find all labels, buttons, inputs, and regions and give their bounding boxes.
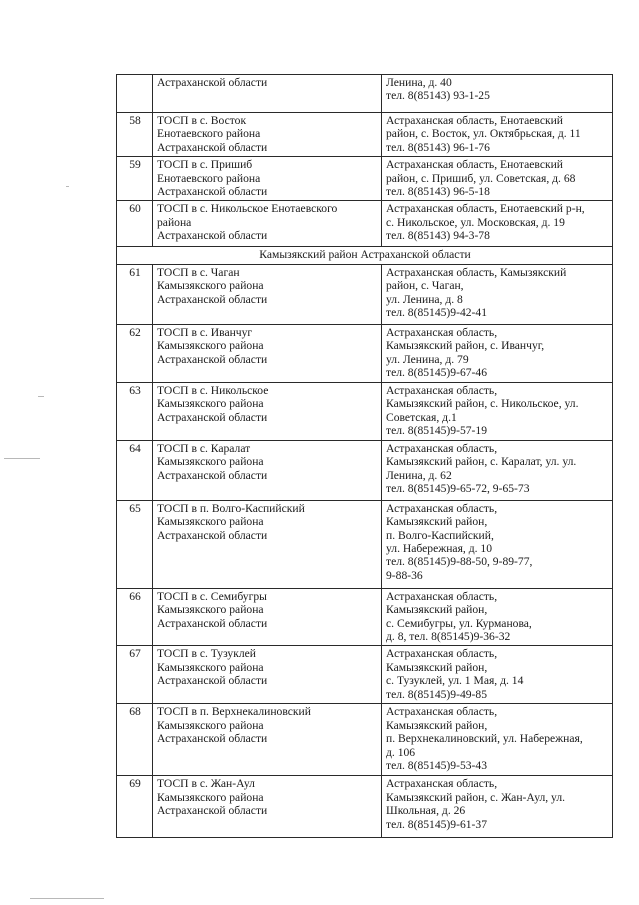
scan-mark (66, 186, 69, 187)
address-cell: Астраханская область, Камызякский район, с. Никольское, ул. Советская, д.1 тел. 8(85145)9-57-19 (382, 382, 613, 440)
table-row (117, 324, 613, 382)
address-cell: Астраханская область, Камызякский район, с. Жан-Аул, ул. Школьная, д. 26 тел. 8(85145)9-61-37 (382, 776, 613, 838)
row-number-cell: 69 (117, 776, 153, 838)
scan-mark (38, 396, 44, 397)
table-row (117, 201, 613, 247)
address-cell: Астраханская область, Енотаевский р-н, с. Никольское, ул. Московская, д. 19 тел. 8(85143) 94-3-78 (382, 201, 613, 247)
table-row (117, 157, 613, 201)
row-number-cell: 65 (117, 500, 153, 588)
table-row (117, 646, 613, 704)
address-cell: Астраханская область, Камызякский район, с. Семибугры, ул. Курманова, д. 8, тел. 8(85145)9-36-32 (382, 588, 613, 646)
org-name-cell: ТОСП в с. Каралат Камызякского района Астраханской области (153, 440, 382, 500)
org-name-cell: ТОСП в с. Тузуклей Камызякского района Астраханской области (153, 646, 382, 704)
address-cell: Ленина, д. 40 тел. 8(85143) 93-1-25 (382, 75, 613, 113)
org-name-cell: ТОСП в с. Никольское Камызякского района Астраханской области (153, 382, 382, 440)
org-name-cell: ТОСП в с. Иванчуг Камызякского района Астраханской области (153, 324, 382, 382)
row-number-cell: 61 (117, 264, 153, 324)
row-number-cell: 64 (117, 440, 153, 500)
table-row (117, 776, 613, 838)
address-cell: Астраханская область, Камызякский район, п. Верхнекалиновский, ул. Набережная, д. 106 тел. 8(85145)9-53-43 (382, 704, 613, 776)
row-number-cell: 62 (117, 324, 153, 382)
row-number-cell: 58 (117, 113, 153, 157)
address-cell: Астраханская область, Камызякский район, с. Иванчуг, ул. Ленина, д. 79 тел. 8(85145)9-67-46 (382, 324, 613, 382)
registry-table (116, 74, 613, 838)
row-number-cell: 68 (117, 704, 153, 776)
table-row (117, 75, 613, 113)
address-cell: Астраханская область, Камызякский район, с. Чаган, ул. Ленина, д. 8 тел. 8(85145)9-42-41 (382, 264, 613, 324)
address-cell: Астраханская область, Камызякский район, п. Волго-Каспийский, ул. Набережная, д. 10 тел. 8(85145)9-88-50, 9-89-77, 9-88-36 (382, 500, 613, 588)
address-cell: Астраханская область, Енотаевский район, с. Восток, ул. Октябрьская, д. 11 тел. 8(85143) 96-1-76 (382, 113, 613, 157)
address-cell: Астраханская область, Енотаевский район, с. Пришиб, ул. Советская, д. 68 тел. 8(85143) 96-5-18 (382, 157, 613, 201)
row-number-cell (117, 75, 153, 113)
scan-mark (4, 458, 40, 459)
row-number-cell: 60 (117, 201, 153, 247)
table-row (117, 500, 613, 588)
table-row (117, 704, 613, 776)
table-row (117, 588, 613, 646)
table-row (117, 113, 613, 157)
table-row (117, 382, 613, 440)
section-title: Камызякский район Астраханской области (117, 247, 613, 264)
org-name-cell: ТОСП в п. Верхнекалиновский Камызякского района Астраханской области (153, 704, 382, 776)
section-header-row (117, 247, 613, 264)
scan-mark (30, 898, 104, 899)
row-number-cell: 59 (117, 157, 153, 201)
org-name-cell: ТОСП в с. Восток Енотаевского района Астраханской области (153, 113, 382, 157)
row-number-cell: 67 (117, 646, 153, 704)
org-name-cell: ТОСП в с. Никольское Енотаевского района Астраханской области (153, 201, 382, 247)
row-number-cell: 66 (117, 588, 153, 646)
org-name-cell: ТОСП в с. Чаган Камызякского района Астраханской области (153, 264, 382, 324)
table-row (117, 440, 613, 500)
row-number-cell: 63 (117, 382, 153, 440)
org-name-cell: ТОСП в с. Пришиб Енотаевского района Астраханской области (153, 157, 382, 201)
org-name-cell: ТОСП в п. Волго-Каспийский Камызякского района Астраханской области (153, 500, 382, 588)
address-cell: Астраханская область, Камызякский район, с. Тузуклей, ул. 1 Мая, д. 14 тел. 8(85145)9-49-85 (382, 646, 613, 704)
table-row (117, 264, 613, 324)
address-cell: Астраханская область, Камызякский район, с. Каралат, ул. ул. Ленина, д. 62 тел. 8(85145)9-65-72, 9-65-73 (382, 440, 613, 500)
org-name-cell: ТОСП в с. Жан-Аул Камызякского района Астраханской области (153, 776, 382, 838)
org-name-cell: ТОСП в с. Семибугры Камызякского района Астраханской области (153, 588, 382, 646)
org-name-cell: Астраханской области (153, 75, 382, 113)
